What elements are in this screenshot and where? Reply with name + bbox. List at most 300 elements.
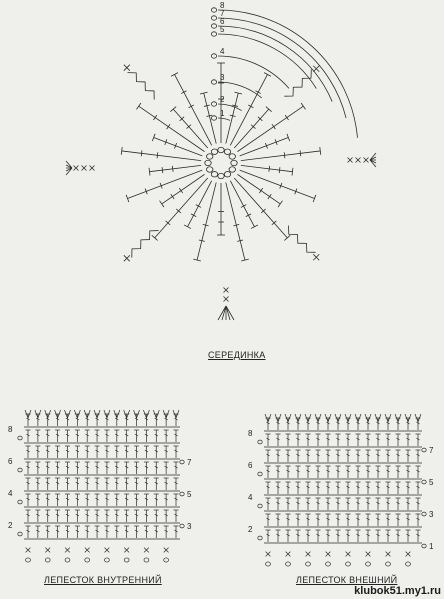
double-crochet-symbol	[114, 510, 119, 522]
double-crochet-symbol	[26, 510, 31, 522]
row-number-label: 2	[248, 525, 253, 534]
double-crochet-symbol	[316, 482, 321, 494]
stitch-top-symbol	[136, 103, 140, 109]
stitch-top-symbol	[251, 225, 258, 229]
double-crochet-symbol	[124, 410, 130, 426]
double-crochet-symbol	[35, 510, 40, 522]
double-crochet-symbol	[376, 514, 381, 526]
double-crochet-symbol	[326, 498, 331, 510]
double-crochet-symbol	[144, 462, 149, 474]
double-crochet-symbol	[326, 466, 331, 478]
double-crochet-symbol	[306, 450, 311, 462]
double-crochet-symbol	[286, 498, 291, 510]
single-crochet-symbol	[45, 548, 50, 553]
double-crochet-symbol	[296, 530, 301, 542]
double-crochet-symbol	[396, 498, 401, 510]
double-crochet-symbol	[45, 526, 50, 538]
turning-chain-symbol	[258, 536, 262, 540]
single-crochet-symbol	[366, 552, 371, 557]
stitch-top-symbol	[301, 103, 305, 109]
row-start-chain-symbol	[211, 32, 216, 36]
outer-petal-caption: ЛЕПЕСТОК ВНЕШНИЙ	[296, 575, 398, 585]
spoke-stitch-symbol	[241, 165, 293, 171]
double-crochet-symbol	[386, 450, 391, 462]
stitch-top-symbol	[184, 225, 191, 229]
center-ring-chain-symbol	[229, 154, 235, 159]
double-crochet-symbol	[134, 494, 139, 506]
foundation-chain-symbol	[266, 562, 271, 566]
double-crochet-symbol	[376, 530, 381, 542]
stitch-bar-symbol	[141, 150, 142, 156]
double-crochet-symbol	[75, 430, 80, 442]
double-crochet-symbol	[336, 514, 341, 526]
double-crochet-symbol	[406, 434, 411, 446]
foundation-chain-symbol	[26, 558, 31, 562]
single-crochet-symbol	[313, 254, 319, 260]
spoke-stitch-symbol	[150, 165, 202, 171]
single-crochet-symbol	[144, 548, 149, 553]
double-crochet-symbol	[376, 498, 381, 510]
double-crochet-symbol	[266, 482, 271, 494]
double-crochet-symbol	[104, 494, 109, 506]
double-crochet-symbol	[386, 498, 391, 510]
single-crochet-symbol	[364, 158, 369, 163]
double-crochet-symbol	[114, 446, 119, 458]
foundation-chain-symbol	[406, 562, 411, 566]
double-crochet-symbol	[416, 450, 421, 462]
double-crochet-symbol	[75, 462, 80, 474]
center-ring-chain-symbol	[207, 154, 213, 159]
double-crochet-symbol	[296, 498, 301, 510]
row-arc-line	[218, 34, 316, 89]
double-crochet-symbol	[336, 530, 341, 542]
double-crochet-symbol	[356, 482, 361, 494]
double-crochet-symbol	[45, 478, 50, 490]
double-crochet-symbol	[396, 434, 401, 446]
row-arc-line	[218, 56, 289, 88]
row-number-label: 2	[8, 521, 13, 530]
double-crochet-symbol	[104, 430, 109, 442]
double-crochet-symbol	[95, 526, 100, 538]
double-crochet-symbol	[35, 478, 40, 490]
double-crochet-symbol	[45, 430, 50, 442]
double-crochet-symbol	[396, 482, 401, 494]
row-number-label: 2	[220, 95, 225, 104]
foundation-chain-symbol	[286, 562, 291, 566]
spoke-stitch-symbol	[155, 178, 208, 238]
spoke-stitch-symbol	[154, 137, 203, 155]
center-ring-chain-symbol	[211, 149, 217, 154]
double-crochet-symbol	[366, 434, 371, 446]
stitch-bar-symbol	[172, 166, 173, 172]
site-watermark: klubok51.my1.ru	[354, 585, 441, 597]
double-crochet-symbol	[326, 482, 331, 494]
double-crochet-symbol	[326, 514, 331, 526]
stitch-bar-symbol	[284, 152, 285, 158]
row-number-label: 6	[8, 457, 13, 466]
double-crochet-symbol	[65, 494, 70, 506]
double-crochet-symbol	[346, 530, 351, 542]
single-crochet-symbol	[286, 552, 291, 557]
center-ring-chain-symbol	[218, 147, 224, 152]
stitch-bar-symbol	[241, 205, 246, 208]
double-crochet-symbol	[306, 434, 311, 446]
fan-tip-symbol	[66, 161, 95, 175]
double-crochet-symbol	[74, 410, 80, 426]
foundation-chain-symbol	[144, 558, 149, 562]
stitch-bar-symbol	[179, 188, 182, 193]
foundation-chain-symbol	[105, 558, 110, 562]
double-crochet-symbol	[346, 498, 351, 510]
double-crochet-symbol	[376, 434, 381, 446]
row-start-chain-symbol	[211, 16, 216, 20]
double-crochet-symbol	[366, 530, 371, 542]
stitch-top-symbol	[149, 168, 150, 176]
double-crochet-symbol	[276, 466, 281, 478]
double-crochet-symbol	[326, 530, 331, 542]
foundation-chain-symbol	[326, 562, 331, 566]
double-crochet-symbol	[55, 526, 60, 538]
double-crochet-symbol	[335, 414, 341, 430]
double-crochet-symbol	[376, 482, 381, 494]
row-arc-line	[218, 18, 346, 118]
double-crochet-symbol	[85, 526, 90, 538]
row-number-label: 3	[187, 522, 192, 531]
double-crochet-symbol	[316, 434, 321, 446]
double-crochet-symbol	[336, 434, 341, 446]
double-crochet-symbol	[164, 510, 169, 522]
double-crochet-symbol	[306, 498, 311, 510]
double-crochet-symbol	[134, 446, 139, 458]
single-crochet-symbol	[224, 288, 229, 293]
double-crochet-symbol	[296, 434, 301, 446]
double-crochet-symbol	[65, 446, 70, 458]
picot-tip-symbol	[124, 65, 154, 100]
double-crochet-symbol	[346, 434, 351, 446]
double-crochet-symbol	[315, 414, 321, 430]
row-number-label: 5	[187, 490, 192, 499]
double-crochet-symbol	[415, 414, 421, 430]
double-crochet-symbol	[174, 510, 179, 522]
single-crochet-symbol	[85, 548, 90, 553]
double-crochet-symbol	[64, 410, 70, 426]
row-number-label: 6	[220, 17, 225, 26]
single-crochet-symbol	[26, 548, 31, 553]
double-crochet-symbol	[45, 410, 51, 426]
turning-chain-symbol	[258, 504, 262, 508]
double-crochet-symbol	[406, 482, 411, 494]
stitch-bar-symbol	[300, 150, 301, 156]
foundation-chain-symbol	[346, 562, 351, 566]
double-crochet-symbol	[174, 446, 179, 458]
row-start-chain-symbol	[211, 102, 216, 106]
double-crochet-symbol	[305, 414, 311, 430]
row-number-label: 3	[220, 73, 225, 82]
double-crochet-symbol	[25, 410, 31, 426]
double-crochet-symbol	[124, 510, 129, 522]
double-crochet-symbol	[45, 510, 50, 522]
double-crochet-symbol	[26, 462, 31, 474]
double-crochet-symbol	[266, 530, 271, 542]
row-number-label: 1	[220, 109, 225, 118]
double-crochet-symbol	[385, 414, 391, 430]
double-crochet-symbol	[26, 430, 31, 442]
double-crochet-symbol	[386, 514, 391, 526]
foundation-chain-symbol	[85, 558, 90, 562]
foundation-chain-symbol	[386, 562, 391, 566]
double-crochet-symbol	[345, 414, 351, 430]
double-crochet-symbol	[104, 510, 109, 522]
single-crochet-symbol	[346, 552, 351, 557]
double-crochet-symbol	[396, 450, 401, 462]
double-crochet-symbol	[104, 478, 109, 490]
double-crochet-symbol	[295, 414, 301, 430]
double-crochet-symbol	[144, 526, 149, 538]
double-crochet-symbol	[366, 498, 371, 510]
double-crochet-symbol	[164, 462, 169, 474]
double-crochet-symbol	[26, 478, 31, 490]
single-crochet-symbol	[90, 166, 95, 171]
single-crochet-symbol	[65, 548, 70, 553]
double-crochet-symbol	[296, 450, 301, 462]
double-crochet-symbol	[296, 466, 301, 478]
double-crochet-symbol	[26, 446, 31, 458]
double-crochet-symbol	[326, 450, 331, 462]
double-crochet-symbol	[26, 526, 31, 538]
stitch-top-symbol	[320, 147, 321, 155]
double-crochet-symbol	[406, 514, 411, 526]
double-crochet-symbol	[336, 498, 341, 510]
double-crochet-symbol	[286, 482, 291, 494]
double-crochet-symbol	[134, 430, 139, 442]
stitch-bar-symbol	[157, 152, 158, 158]
double-crochet-symbol	[55, 446, 60, 458]
double-crochet-symbol	[55, 430, 60, 442]
double-crochet-symbol	[124, 478, 129, 490]
spoke-stitch-symbol	[122, 151, 201, 161]
double-crochet-symbol	[396, 466, 401, 478]
double-crochet-symbol	[124, 430, 129, 442]
row-number-label: 7	[187, 458, 192, 467]
double-crochet-symbol	[265, 414, 271, 430]
double-crochet-symbol	[75, 526, 80, 538]
double-crochet-symbol	[35, 446, 40, 458]
double-crochet-symbol	[356, 530, 361, 542]
row-number-label: 8	[248, 429, 253, 438]
double-crochet-symbol	[95, 430, 100, 442]
single-crochet-symbol	[348, 158, 353, 163]
double-crochet-symbol	[416, 434, 421, 446]
double-crochet-symbol	[153, 410, 159, 426]
single-crochet-symbol	[82, 166, 87, 171]
stitch-bar-symbol	[285, 115, 288, 120]
double-crochet-symbol	[416, 498, 421, 510]
double-crochet-symbol	[154, 446, 159, 458]
row-number-label: 1	[429, 542, 434, 551]
double-crochet-symbol	[174, 526, 179, 538]
stitch-top-symbol	[121, 147, 122, 155]
row-number-label: 5	[220, 25, 225, 34]
stitch-bar-symbol	[246, 214, 251, 217]
double-crochet-symbol	[144, 446, 149, 458]
center-ring-chain-symbol	[231, 160, 237, 165]
double-crochet-symbol	[85, 478, 90, 490]
row-number-label: 8	[220, 1, 225, 10]
double-crochet-symbol	[286, 434, 291, 446]
double-crochet-symbol	[346, 482, 351, 494]
row-start-chain-symbol	[211, 54, 216, 58]
center-ring-chain-symbol	[211, 172, 217, 177]
double-crochet-symbol	[65, 478, 70, 490]
row-number-label: 4	[220, 47, 225, 56]
double-crochet-symbol	[104, 410, 110, 426]
stitch-bar-symbol	[162, 167, 163, 173]
double-crochet-symbol	[143, 410, 149, 426]
single-crochet-symbol	[124, 255, 130, 261]
row-arc-line	[218, 82, 262, 98]
double-crochet-symbol	[55, 494, 60, 506]
double-crochet-symbol	[154, 510, 159, 522]
spoke-stitch-symbol	[240, 170, 315, 198]
stitch-bar-symbol	[189, 105, 194, 108]
center-ring-chain-symbol	[224, 149, 230, 154]
inner-petal-caption: ЛЕПЕСТОК ВНУТРЕННИЙ	[44, 575, 162, 585]
double-crochet-symbol	[396, 530, 401, 542]
double-crochet-symbol	[75, 510, 80, 522]
double-crochet-symbol	[173, 410, 179, 426]
spoke-stitch-symbol	[197, 182, 216, 260]
single-crochet-symbol	[224, 297, 229, 302]
double-crochet-symbol	[114, 410, 120, 426]
double-crochet-symbol	[174, 478, 179, 490]
double-crochet-symbol	[35, 494, 40, 506]
double-crochet-symbol	[286, 514, 291, 526]
double-crochet-symbol	[104, 446, 109, 458]
double-crochet-symbol	[406, 498, 411, 510]
double-crochet-symbol	[416, 466, 421, 478]
double-crochet-symbol	[266, 466, 271, 478]
row-arc-line	[218, 118, 230, 120]
double-crochet-symbol	[124, 526, 129, 538]
double-crochet-symbol	[174, 462, 179, 474]
double-crochet-symbol	[316, 498, 321, 510]
center-ring-chain-symbol	[229, 167, 235, 172]
center-ring-chain-symbol	[205, 160, 211, 165]
row-start-chain-symbol	[211, 8, 216, 12]
row-arc-line	[218, 26, 332, 102]
picot-tip-symbol	[289, 226, 320, 261]
double-crochet-symbol	[124, 494, 129, 506]
turning-chain-symbol	[18, 436, 22, 440]
double-crochet-symbol	[266, 450, 271, 462]
stitch-bar-symbol	[196, 205, 201, 208]
double-crochet-symbol	[95, 478, 100, 490]
double-crochet-symbol	[276, 514, 281, 526]
single-crochet-symbol	[74, 166, 79, 171]
row-start-chain-symbol	[211, 116, 216, 120]
double-crochet-symbol	[154, 494, 159, 506]
double-crochet-symbol	[406, 466, 411, 478]
double-crochet-symbol	[104, 526, 109, 538]
double-crochet-symbol	[306, 514, 311, 526]
double-crochet-symbol	[84, 410, 90, 426]
double-crochet-symbol	[104, 462, 109, 474]
double-crochet-symbol	[416, 482, 421, 494]
single-crochet-symbol	[266, 552, 271, 557]
double-crochet-symbol	[366, 514, 371, 526]
center-ring-chain-symbol	[207, 167, 213, 172]
double-crochet-symbol	[366, 482, 371, 494]
foundation-chain-symbol	[65, 558, 70, 562]
single-crochet-symbol	[124, 548, 129, 553]
spoke-stitch-symbol	[240, 137, 289, 155]
double-crochet-symbol	[286, 466, 291, 478]
double-crochet-symbol	[326, 434, 331, 446]
double-crochet-symbol	[114, 526, 119, 538]
spoke-stitch-symbol	[127, 170, 202, 198]
picot-tip-symbol	[124, 231, 159, 262]
double-crochet-symbol	[95, 510, 100, 522]
double-crochet-symbol	[316, 466, 321, 478]
turning-chain-symbol	[422, 544, 426, 548]
double-crochet-symbol	[366, 450, 371, 462]
double-crochet-symbol	[386, 434, 391, 446]
double-crochet-symbol	[365, 414, 371, 430]
stitch-bar-symbol	[171, 194, 174, 199]
spoke-stitch-symbol	[204, 93, 216, 143]
double-crochet-symbol	[164, 446, 169, 458]
double-crochet-symbol	[75, 494, 80, 506]
center-ring-chain-symbol	[218, 173, 224, 178]
double-crochet-symbol	[85, 494, 90, 506]
double-crochet-symbol	[336, 482, 341, 494]
double-crochet-symbol	[114, 430, 119, 442]
double-crochet-symbol	[356, 450, 361, 462]
single-crochet-symbol	[326, 552, 331, 557]
row-number-label: 7	[429, 446, 434, 455]
foundation-chain-symbol	[164, 558, 169, 562]
double-crochet-symbol	[325, 414, 331, 430]
double-crochet-symbol	[276, 450, 281, 462]
double-crochet-symbol	[386, 530, 391, 542]
stitch-bar-symbol	[181, 91, 186, 94]
turning-chain-symbol	[180, 460, 184, 464]
row-number-label: 4	[248, 493, 253, 502]
double-crochet-symbol	[114, 478, 119, 490]
single-crochet-symbol	[356, 158, 361, 163]
single-crochet-symbol	[164, 548, 169, 553]
foundation-chain-symbol	[124, 558, 129, 562]
single-crochet-symbol	[105, 548, 110, 553]
row-number-label: 6	[248, 461, 253, 470]
double-crochet-symbol	[174, 430, 179, 442]
turning-chain-symbol	[180, 524, 184, 528]
double-crochet-symbol	[134, 410, 140, 426]
double-crochet-symbol	[95, 494, 100, 506]
double-crochet-symbol	[124, 462, 129, 474]
row-number-label: 7	[220, 9, 225, 18]
stitch-bar-symbol	[259, 188, 262, 193]
double-crochet-symbol	[144, 494, 149, 506]
double-crochet-symbol	[144, 510, 149, 522]
turning-chain-symbol	[18, 500, 22, 504]
stitch-top-symbol	[278, 201, 282, 207]
stitch-bar-symbol	[191, 214, 196, 217]
double-crochet-symbol	[134, 478, 139, 490]
fan-tip-symbol	[348, 153, 377, 167]
double-crochet-symbol	[45, 462, 50, 474]
double-crochet-symbol	[336, 466, 341, 478]
